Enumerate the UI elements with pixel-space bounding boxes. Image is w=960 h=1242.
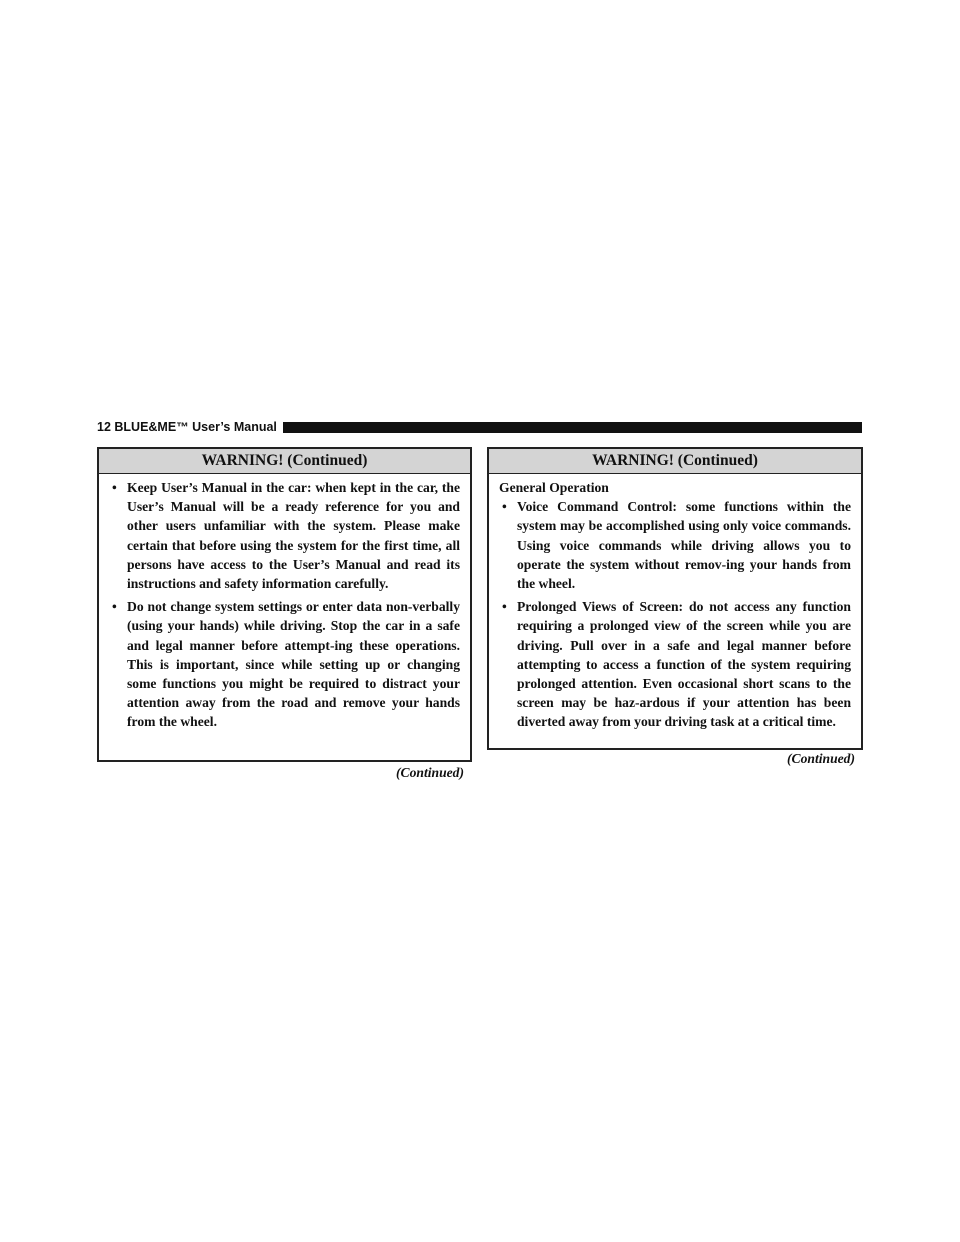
bullet-icon: •	[502, 599, 507, 615]
list-item-text: Prolonged Views of Screen: do not access any function requiring a prolonged view of the screen while you are driving. Pull over in a safe and legal manner before attempting to access a function of the system requiring prolonged attention. Even occasional short scans to the screen may be haz-ardous if your attention has been diverted away from your driving task at a critical time.	[517, 599, 851, 730]
list-item-text: Voice Command Control: some functions within the system may be accomplished using only voice commands. Using voice commands while driving allows you to operate the system without remov-ing your hands from the wheel.	[517, 499, 851, 592]
continued-label-left: (Continued)	[396, 765, 464, 780]
warning-title-right: WARNING! (Continued)	[489, 449, 861, 474]
list-item	[499, 497, 851, 593]
warning-title-left: WARNING! (Continued)	[99, 449, 470, 474]
bullet-icon: •	[502, 499, 507, 515]
warning-box-left	[97, 447, 472, 762]
continued-label-right: (Continued)	[787, 751, 855, 766]
list-item	[109, 597, 460, 731]
list-item	[499, 597, 851, 731]
bullet-icon: •	[112, 480, 117, 495]
warning-box-right	[487, 447, 863, 750]
page-label: 12 BLUE&ME™ User’s Manual	[97, 420, 277, 434]
list-item	[109, 478, 460, 593]
list-item-text: Do not change system settings or enter data non-verbally (using your hands) while driving. Stop the car in a safe and legal manner before attempt-ing these operations. This is important, since while setting up or changing some functions you might be required to distract your attention away from the road and remove your hands from the wheel.	[127, 599, 460, 730]
bullet-icon: •	[112, 599, 117, 615]
bullet-list-right	[499, 497, 851, 731]
warning-body-right	[489, 474, 861, 732]
warning-body-left	[99, 474, 470, 732]
page-header	[97, 420, 862, 434]
bullet-list-left	[109, 478, 460, 732]
list-item-text: Keep User’s Manual in the car: when kept in the car, the User’s Manual will be a ready reference for you and other users unfamiliar with the system. Please make certain that before using the system for the first time, all persons have access to the User’s Manual and read its instructions and safety information carefully.	[127, 480, 460, 592]
header-rule	[283, 422, 862, 433]
section-subheading: General Operation	[499, 480, 609, 495]
